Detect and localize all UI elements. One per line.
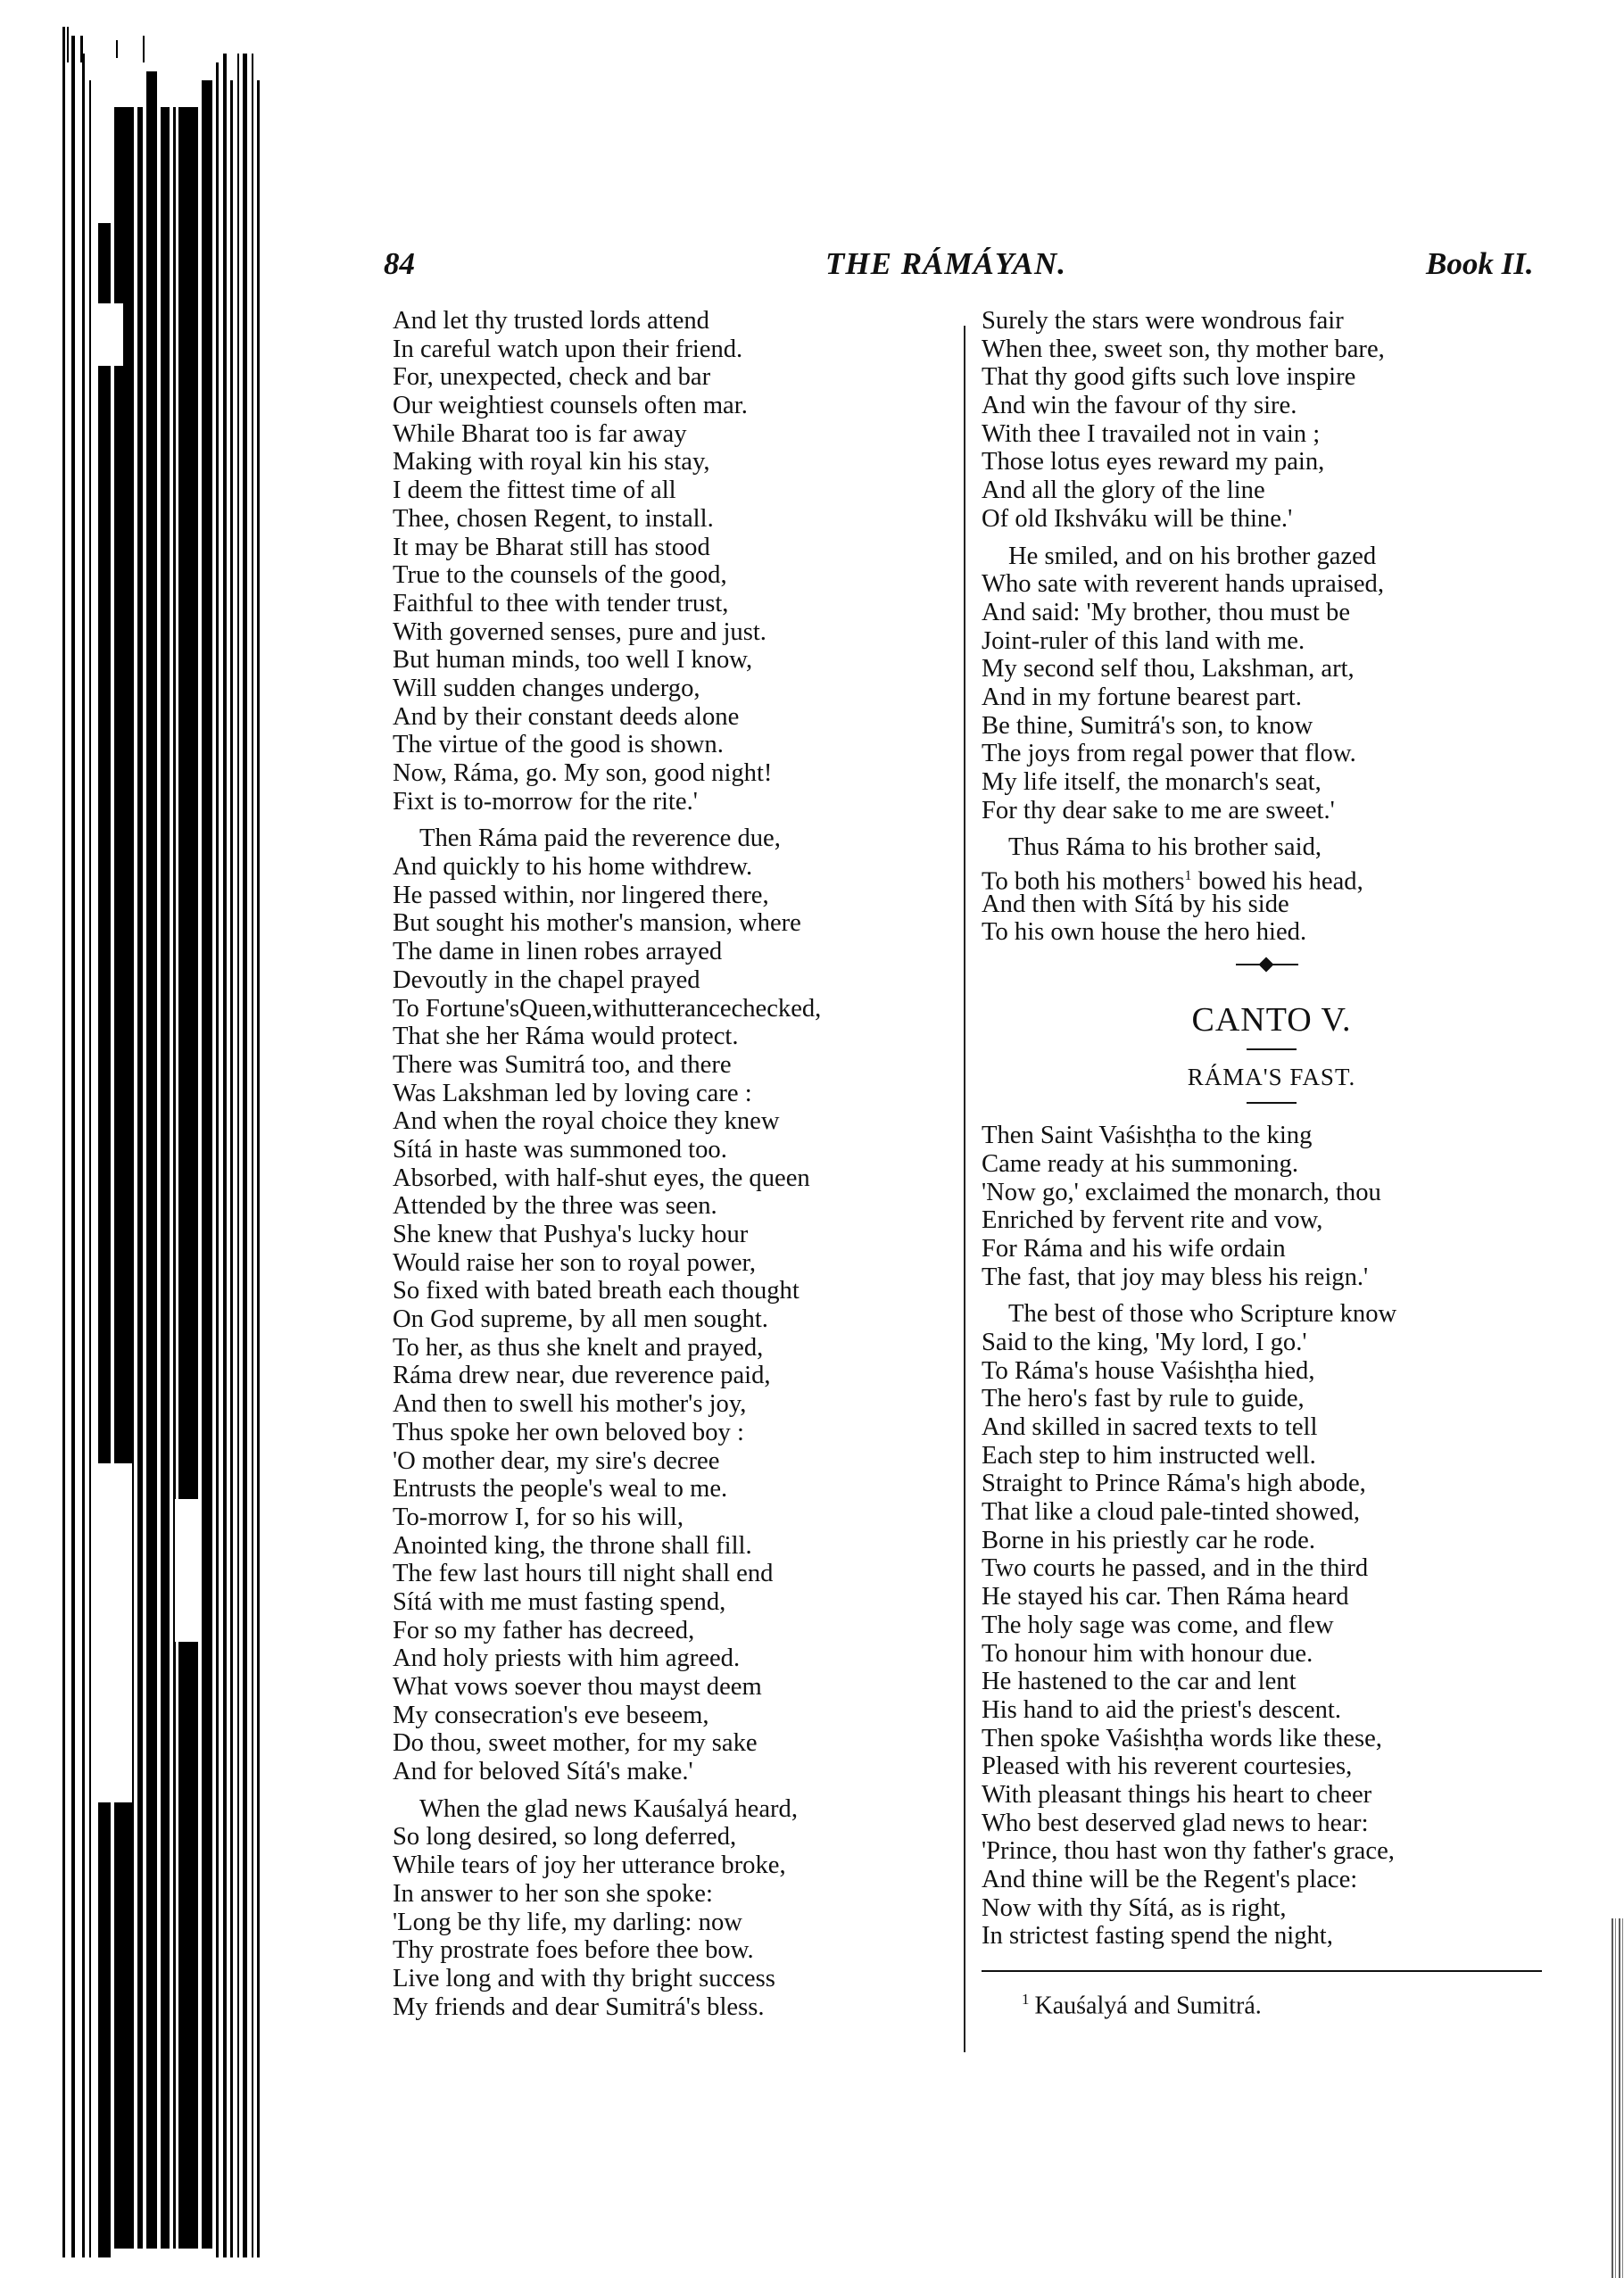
verse-line: Joint-ruler of this land with me. <box>982 626 1305 655</box>
verse-line: Enriched by fervent rite and vow, <box>982 1206 1323 1235</box>
verse-line: And then to swell his mother's joy, <box>393 1390 747 1419</box>
verse-line: Making with royal kin his stay, <box>393 448 710 476</box>
verse-line: What vows soever thou mayst deem <box>393 1673 762 1701</box>
footnote-number: 1 <box>1022 1991 1030 2009</box>
verse-line: And quickly to his home withdrew. <box>393 853 753 882</box>
verse-line: Anointed king, the throne shall fill. <box>393 1531 752 1560</box>
verse-line: Then Ráma paid the reverence due, <box>419 824 781 853</box>
verse-line: To Fortune'sQueen,withutterancechecked, <box>393 994 822 1023</box>
verse-line: Who sate with reverent hands upraised, <box>982 570 1384 599</box>
stanza <box>982 833 1562 947</box>
verse-line: Would raise her son to royal power, <box>393 1248 757 1277</box>
verse-line: Fixt is to-morrow for the rite.' <box>393 787 698 816</box>
verse-line: With thee I travailed not in vain ; <box>982 419 1321 448</box>
verse-line: My life itself, the monarch's seat, <box>982 768 1322 796</box>
verse-line: Thy prostrate foes before thee bow. <box>393 1936 754 1965</box>
verse-line: Each step to him instructed well. <box>982 1441 1316 1470</box>
verse-line: And win the favour of thy sire. <box>982 392 1297 420</box>
verse-line: Sítá with me must fasting spend, <box>393 1587 726 1616</box>
verse-line: Was Lakshman led by loving care : <box>393 1079 752 1107</box>
verse-line: Then spoke Vaśishṭha words like these, <box>982 1724 1382 1752</box>
verse-line: But human minds, too well I know, <box>393 646 753 675</box>
verse-line: On God supreme, by all men sought. <box>393 1305 768 1334</box>
running-title: THE RÁMÁYAN. <box>825 246 1067 281</box>
column-divider <box>964 326 965 2052</box>
verse-line: For Ráma and his wife ordain <box>982 1234 1286 1263</box>
verse-line: Sítá in haste was summoned too. <box>393 1135 727 1164</box>
verse-line: My friends and dear Sumitrá's bless. <box>393 1992 765 2021</box>
book-label: Book II. <box>1426 246 1534 281</box>
verse-line: Ráma drew near, due reverence paid, <box>393 1362 771 1390</box>
verse-line: Thee, chosen Regent, to install. <box>393 504 714 533</box>
verse-line: The hero's fast by rule to guide, <box>982 1385 1305 1413</box>
verse-line: Devoutly in the chapel prayed <box>393 965 700 994</box>
footnote-rule <box>982 1970 1542 1972</box>
verse-line: Attended by the three was seen. <box>393 1192 717 1221</box>
verse-line: To-morrow I, for so his will, <box>393 1503 684 1531</box>
verse-line: Do thou, sweet mother, for my sake <box>393 1729 758 1758</box>
verse-line: That she her Ráma would protect. <box>393 1023 739 1051</box>
verse-line: With governed senses, pure and just. <box>393 617 766 646</box>
verse-line: 'Prince, thou hast won thy father's grace, <box>982 1837 1395 1866</box>
footnote-text: Kauśalyá and Sumitrá. <box>1034 1992 1262 2020</box>
verse-line: Be thine, Sumitrá's son, to know <box>982 711 1313 740</box>
stanza <box>982 543 1562 825</box>
verse-line: Came ready at his summoning. <box>982 1149 1298 1178</box>
verse-line: He hastened to the car and lent <box>982 1668 1297 1696</box>
right-stanzas-after <box>982 1122 1562 1951</box>
verse-line: In answer to her son she spoke: <box>393 1879 713 1908</box>
verse-line: 'O mother dear, my sire's decree <box>393 1446 720 1475</box>
verse-line: That like a cloud pale-tinted showed, <box>982 1498 1361 1527</box>
verse-line: For, unexpected, check and bar <box>393 363 711 392</box>
stanza <box>982 1122 1562 1291</box>
verse-line: Entrusts the people's weal to me. <box>393 1475 728 1503</box>
stanza <box>393 307 964 816</box>
canto-subtitle: RÁMA'S FAST. <box>1187 1064 1356 1091</box>
verse-line: Now with thy Sítá, as is right, <box>982 1893 1287 1922</box>
verse-line: The best of those who Scripture know <box>1008 1300 1397 1329</box>
verse-line: Borne in his priestly car he rode. <box>982 1526 1315 1554</box>
verse-line: My consecration's eve beseem, <box>393 1701 709 1729</box>
verse-line: And said: 'My brother, thou must be <box>982 598 1351 626</box>
verse-line: In strictest fasting spend the night, <box>982 1922 1333 1951</box>
verse-line: 'Now go,' exclaimed the monarch, thou <box>982 1178 1381 1206</box>
verse-line: With pleasant things his heart to cheer <box>982 1780 1372 1809</box>
verse-line: Then Saint Vaśishṭha to the king <box>982 1122 1313 1150</box>
verse-line: 'Long be thy life, my darling: now <box>393 1908 742 1936</box>
verse-line: To honour him with honour due. <box>982 1639 1313 1668</box>
verse-line: The fast, that joy may bless his reign.' <box>982 1263 1369 1291</box>
verse-line: Thus spoke her own beloved boy : <box>393 1418 744 1446</box>
verse-line: True to the counsels of the good, <box>393 561 727 590</box>
verse-text: bowed his head, <box>1191 867 1363 896</box>
verse-line: And in my fortune bearest part. <box>982 683 1302 711</box>
verse-line: Now, Ráma, go. My son, good night! <box>393 759 773 787</box>
left-column <box>393 307 964 2030</box>
verse-line: Absorbed, with half-shut eyes, the queen <box>393 1164 810 1192</box>
stanza <box>393 824 964 1785</box>
verse-line: The joys from regal power that flow. <box>982 740 1356 768</box>
verse-line: And holy priests with him agreed. <box>393 1644 741 1673</box>
verse-line: And let thy trusted lords attend <box>393 307 709 335</box>
canto-title: CANTO V. <box>1191 1001 1352 1040</box>
verse-line: Straight to Prince Ráma's high abode, <box>982 1470 1366 1498</box>
verse-line: To Ráma's house Vaśishṭha hied, <box>982 1356 1315 1385</box>
scan-right-edge <box>1612 1918 1624 2278</box>
verse-line: She knew that Pushya's lucky hour <box>393 1221 749 1248</box>
verse-line: Of old Ikshváku will be thine.' <box>982 504 1293 533</box>
verse-line: Faithful to thee with tender trust, <box>393 589 729 617</box>
stanza <box>982 307 1562 534</box>
verse-line: To his own house the hero hied. <box>982 918 1307 947</box>
verse-line: While tears of joy her utterance broke, <box>393 1851 786 1880</box>
verse-line: Pleased with his reverent courtesies, <box>982 1752 1353 1781</box>
verse-line: That thy good gifts such love inspire <box>982 363 1356 392</box>
verse-line: Those lotus eyes reward my pain, <box>982 448 1325 476</box>
footnote-marker[interactable]: 1 <box>1184 868 1192 884</box>
verse-line: The holy sage was come, and flew <box>982 1611 1334 1639</box>
verse-line: Our weightiest counsels often mar. <box>393 392 748 420</box>
verse-line: When thee, sweet son, thy mother bare, <box>982 335 1385 363</box>
verse-line: The few last hours till night shall end <box>393 1560 774 1588</box>
title-rule <box>1247 1048 1297 1050</box>
verse-line: Who best deserved glad news to hear: <box>982 1809 1369 1837</box>
verse-line: So long desired, so long deferred, <box>393 1823 737 1851</box>
verse-line: Two courts he passed, and in the third <box>982 1554 1369 1583</box>
verse-line: For thy dear sake to me are sweet.' <box>982 796 1335 824</box>
subtitle-rule <box>1247 1102 1297 1104</box>
verse-line: To her, as thus she knelt and prayed, <box>393 1333 764 1362</box>
verse-line: So fixed with bated breath each thought <box>393 1277 800 1305</box>
verse-line: My second self thou, Lakshman, art, <box>982 655 1355 683</box>
verse-line <box>982 862 1562 896</box>
verse-line: He smiled, and on his brother gazed <box>1008 542 1377 570</box>
verse-line: There was Sumitrá too, and there <box>393 1050 732 1079</box>
verse-text: To both his mothers <box>982 867 1185 896</box>
verse-line: His hand to aid the priest's descent. <box>982 1695 1341 1724</box>
verse-line: Live long and with thy bright success <box>393 1964 775 1992</box>
verse-line: The dame in linen robes arrayed <box>393 938 723 966</box>
verse-line: Will sudden changes undergo, <box>393 674 700 702</box>
verse-line: And skilled in sacred texts to tell <box>982 1413 1318 1441</box>
right-stanzas-before <box>982 307 1562 824</box>
verse-line: He stayed his car. Then Ráma heard <box>982 1583 1349 1611</box>
verse-line: Thus Ráma to his brother said, <box>1008 833 1322 862</box>
stanza <box>393 1795 964 2022</box>
verse-line: The virtue of the good is shown. <box>393 731 724 759</box>
page-number: 84 <box>384 246 415 281</box>
verse-line: For so my father has decreed, <box>393 1616 695 1644</box>
verse-line: But sought his mother's mansion, where <box>393 909 801 938</box>
verse-line: I deem the fittest time of all <box>393 476 676 505</box>
verse-line: And for beloved Sítá's make.' <box>393 1758 693 1786</box>
verse-line: And all the glory of the line <box>982 476 1265 505</box>
verse-line: And thine will be the Regent's place: <box>982 1866 1358 1893</box>
verse-line: When the glad news Kauśalyá heard, <box>419 1794 798 1823</box>
scan-binding-edge <box>0 0 268 2278</box>
verse-line: And when the royal choice they knew <box>393 1107 780 1136</box>
verse-line: Surely the stars were wondrous fair <box>982 307 1344 335</box>
verse-line: In careful watch upon their friend. <box>393 335 743 363</box>
footnote <box>982 1984 1562 2021</box>
verse-line: While Bharat too is far away <box>393 419 687 448</box>
right-column <box>982 307 1562 2021</box>
verse-line: Said to the king, 'My lord, I go.' <box>982 1328 1307 1356</box>
verse-line: And then with Sítá by his side <box>982 890 1289 918</box>
section-ornament <box>1236 959 1298 970</box>
verse-line: And by their constant deeds alone <box>393 702 740 731</box>
verse-line: He passed within, nor lingered there, <box>393 881 769 909</box>
stanza <box>982 1300 1562 1951</box>
verse-line: It may be Bharat still has stood <box>393 533 710 561</box>
